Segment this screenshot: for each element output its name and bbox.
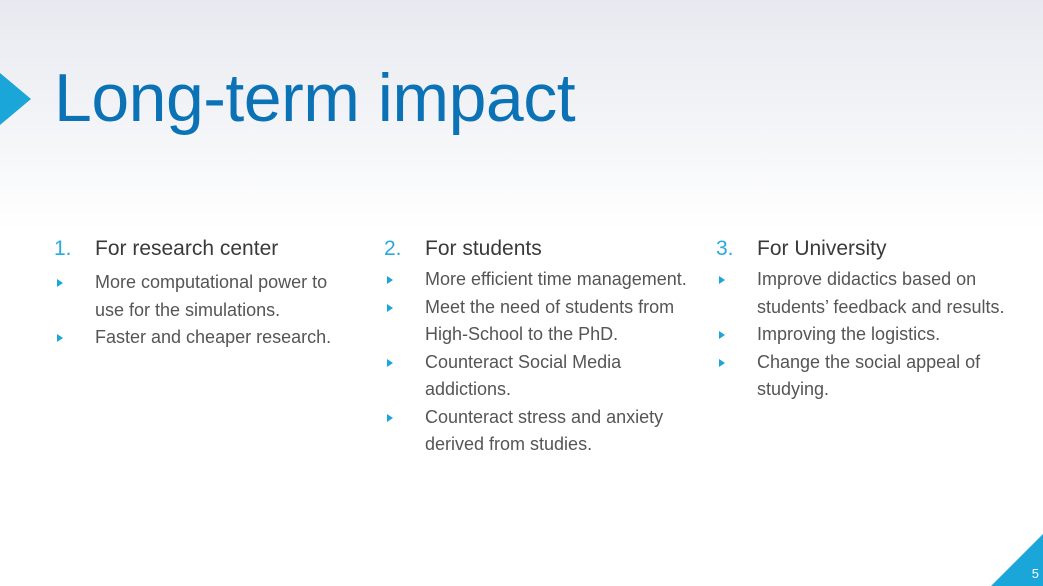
bullet-triangle-icon	[57, 279, 63, 287]
column-heading: For research center	[95, 237, 279, 260]
list-item	[384, 294, 694, 349]
impact-column-university	[716, 237, 1016, 404]
list-item	[54, 324, 344, 352]
list-item	[716, 349, 1016, 404]
bullet-triangle-icon	[57, 334, 63, 342]
slide-title: Long-term impact	[54, 60, 576, 136]
list-item-text: Improve didactics based on students’ feedback and results.	[757, 269, 1005, 317]
list-item-text: Change the social appeal of studying.	[757, 351, 981, 399]
column-number: 1.	[54, 237, 72, 260]
column-heading: For University	[757, 237, 887, 260]
title-marker-triangle-icon	[0, 73, 31, 125]
list-item-text: More efficient time management.	[425, 269, 687, 289]
list-item	[716, 266, 1016, 321]
list-item-text: Counteract Social Media addictions.	[425, 351, 622, 399]
column-header	[54, 237, 344, 267]
bullet-triangle-icon	[719, 276, 725, 284]
column-number: 2.	[384, 237, 402, 260]
list-item	[384, 266, 694, 294]
bullet-triangle-icon	[387, 414, 393, 422]
bullet-triangle-icon	[719, 359, 725, 367]
column-heading: For students	[425, 237, 542, 260]
page-number: 5	[1031, 566, 1039, 581]
list-item	[384, 349, 694, 404]
bullet-triangle-icon	[387, 304, 393, 312]
bullet-triangle-icon	[387, 359, 393, 367]
column-number: 3.	[716, 237, 734, 260]
list-item-text: Meet the need of students from High-School to the PhD.	[425, 296, 675, 344]
list-item-text: Faster and cheaper research.	[95, 327, 332, 347]
list-item-text: Improving the logistics.	[757, 324, 941, 344]
impact-column-students	[384, 237, 694, 459]
bullet-triangle-icon	[387, 276, 393, 284]
bullet-list	[716, 266, 1016, 404]
list-item	[384, 404, 694, 459]
bullet-list	[54, 269, 344, 352]
list-item	[716, 321, 1016, 349]
column-header	[716, 237, 1016, 267]
bullet-list	[384, 266, 694, 459]
list-item	[54, 269, 344, 324]
list-item-text: More computational power to use for the simulations.	[95, 272, 328, 320]
impact-column-research-center	[54, 237, 344, 352]
bullet-triangle-icon	[719, 331, 725, 339]
column-header	[384, 237, 694, 267]
list-item-text: Counteract stress and anxiety derived from studies.	[425, 406, 664, 454]
